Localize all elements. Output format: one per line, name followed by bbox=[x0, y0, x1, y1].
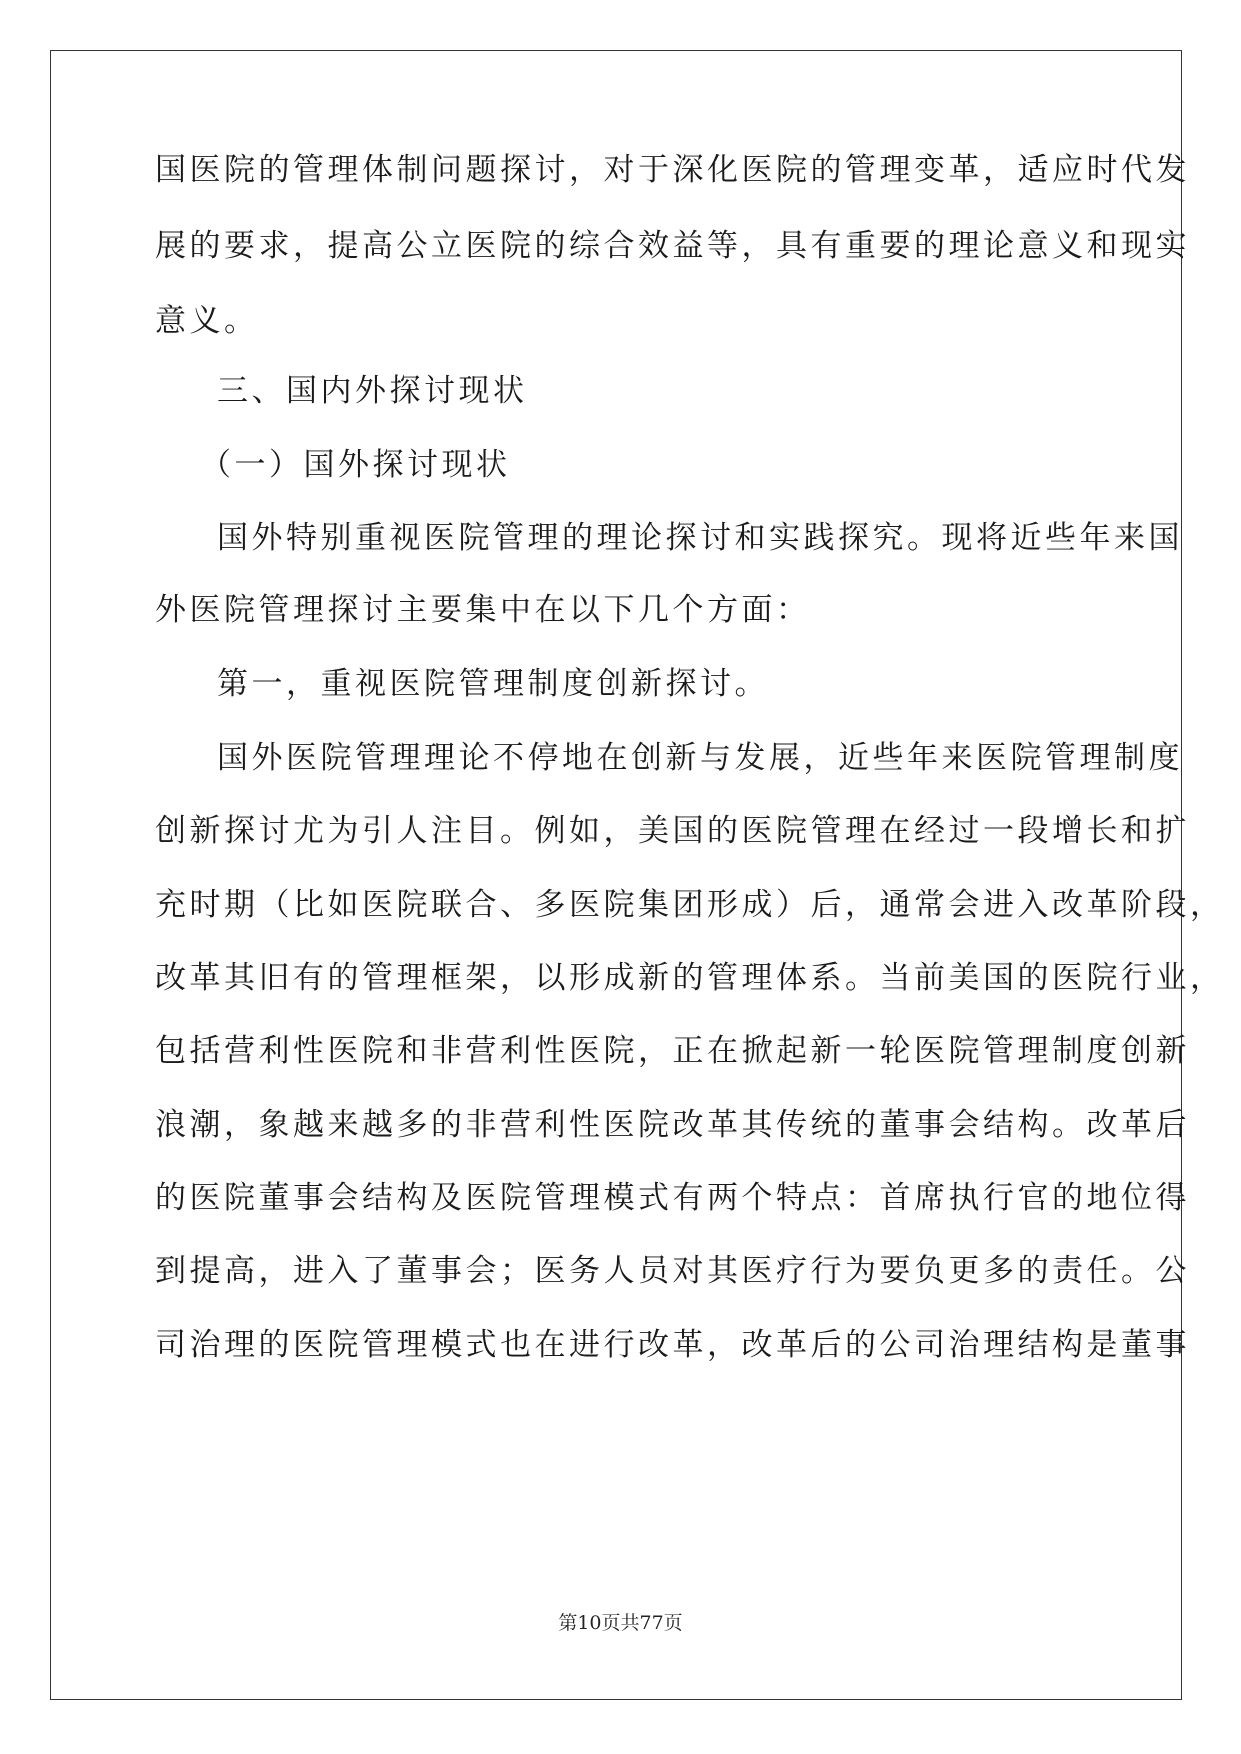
body-text-line: 展的要求，提高公立医院的综合效益等，具有重要的理论意义和现实 bbox=[155, 228, 1190, 264]
body-text-line: 司治理的医院管理模式也在进行改革，改革后的公司治理结构是董事 bbox=[155, 1327, 1190, 1363]
body-text-line: 包括营利性医院和非营利性医院，正在掀起新一轮医院管理制度创新 bbox=[155, 1033, 1190, 1069]
body-text-line: 创新探讨尤为引人注目。例如，美国的医院管理在经过一段增长和扩 bbox=[155, 813, 1190, 849]
page-total: 共77页 bbox=[620, 1612, 683, 1634]
body-text-line: 浪潮，象越来越多的非营利性医院改革其传统的董事会结构。改革后 bbox=[155, 1107, 1190, 1143]
page-border bbox=[50, 50, 1182, 1700]
body-text-line: 国医院的管理体制问题探讨，对于深化医院的管理变革，适应时代发 bbox=[155, 152, 1190, 188]
page-number: 第10页 bbox=[558, 1612, 621, 1634]
body-text-line: 第一，重视医院管理制度创新探讨。 bbox=[217, 666, 769, 702]
body-text-line: 充时期（比如医院联合、多医院集团形成）后，通常会进入改革阶段， bbox=[155, 887, 1225, 923]
body-text-line: 意义。 bbox=[155, 303, 259, 339]
section-heading: 三、国内外探讨现状 bbox=[217, 373, 528, 409]
body-text-line: 外医院管理探讨主要集中在以下几个方面： bbox=[155, 592, 811, 628]
body-text-line: 到提高，进入了董事会；医务人员对其医疗行为要负更多的责任。公 bbox=[155, 1253, 1190, 1289]
body-text-line: 的医院董事会结构及医院管理模式有两个特点：首席执行官的地位得 bbox=[155, 1180, 1190, 1216]
page-footer bbox=[0, 1608, 1241, 1635]
body-text-line: 改革其旧有的管理框架，以形成新的管理体系。当前美国的医院行业， bbox=[155, 960, 1225, 996]
subsection-heading: （一）国外探讨现状 bbox=[200, 447, 511, 483]
body-text-line: 国外医院管理理论不停地在创新与发展，近些年来医院管理制度 bbox=[217, 740, 1183, 776]
body-text-line: 国外特别重视医院管理的理论探讨和实践探究。现将近些年来国 bbox=[217, 520, 1183, 556]
